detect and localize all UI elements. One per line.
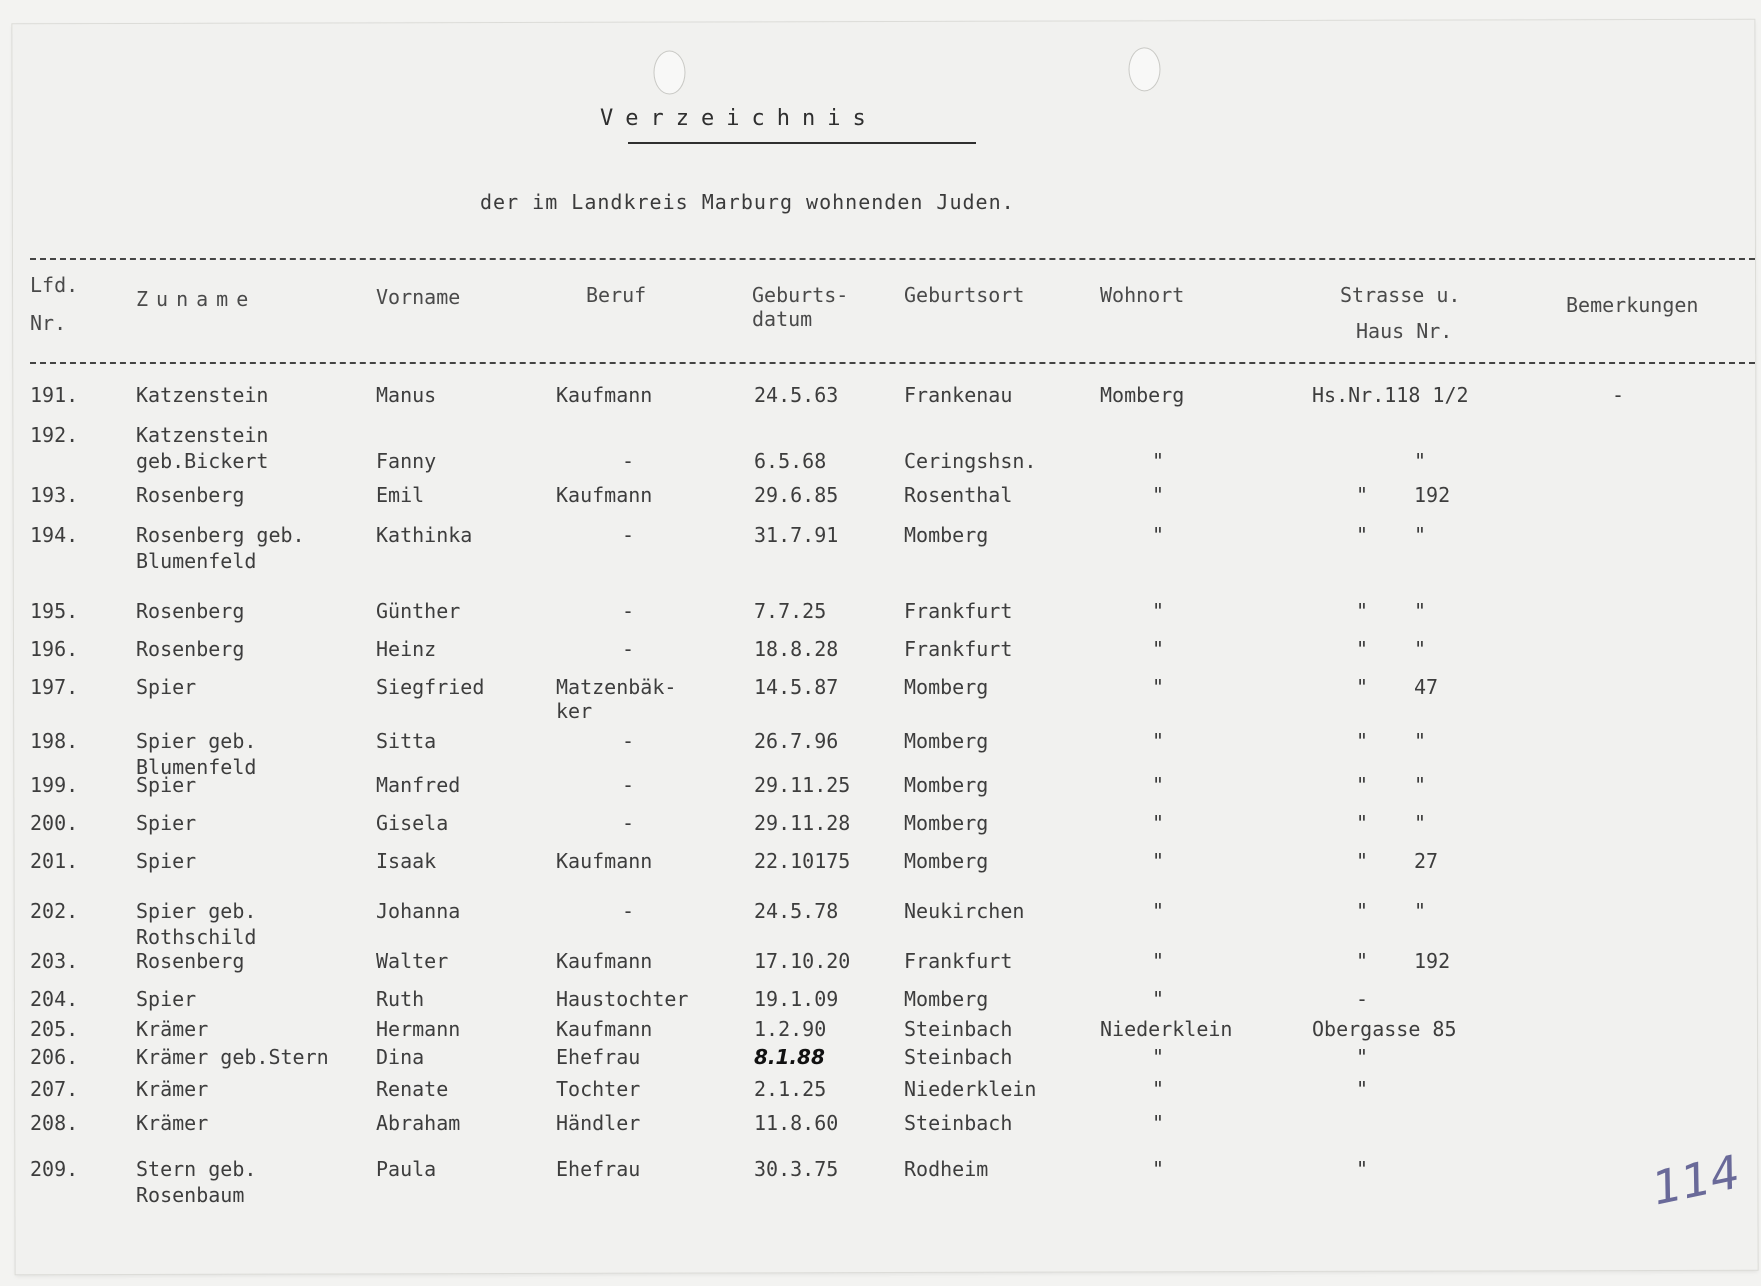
pencil-page-mark: 114 <box>1647 1144 1745 1216</box>
cell-wohnort: " <box>1152 1111 1165 1135</box>
cell-beruf: - <box>622 637 635 661</box>
cell-strasse: " <box>1356 1157 1369 1181</box>
cell-geburtsort: Rosenthal <box>904 483 1013 507</box>
cell-geburtsdatum: 31.7.91 <box>754 523 839 547</box>
cell-beruf: - <box>622 773 635 797</box>
cell-geburtsort: Frankfurt <box>904 949 1013 973</box>
cell-vorname: Hermann <box>376 1017 461 1041</box>
cell-vorname: Günther <box>376 599 461 623</box>
punch-hole <box>1128 47 1160 91</box>
header-wohnort: Wohnort <box>1100 283 1185 307</box>
cell-vorname: Ruth <box>376 987 425 1011</box>
header-top-rule <box>30 258 1755 260</box>
row-number: 191. <box>30 383 79 407</box>
cell-geburtsdatum: 14.5.87 <box>754 675 839 699</box>
cell-geburtsdatum: 26.7.96 <box>754 729 839 753</box>
cell-geburtsdatum: 29.11.25 <box>754 773 851 797</box>
cell-geburtsdatum: 17.10.20 <box>754 949 851 973</box>
cell-geburtsort: Steinbach <box>904 1045 1013 1069</box>
header-geburtsort: Geburtsort <box>904 283 1025 307</box>
cell-geburtsdatum: 22.10175 <box>754 849 851 873</box>
title-underline <box>628 142 976 144</box>
cell-wohnort: " <box>1152 849 1165 873</box>
cell-hausnr: " <box>1414 899 1427 923</box>
cell-wohnort: " <box>1152 987 1165 1011</box>
cell-hausnr: " <box>1414 729 1427 753</box>
cell-strasse: " <box>1356 523 1369 547</box>
cell-zuname: Rosenberg <box>136 949 245 973</box>
cell-vorname: Isaak <box>376 849 437 873</box>
cell-zuname: Spier <box>136 675 197 699</box>
cell-beruf: - <box>622 599 635 623</box>
cell-bemerkungen: - <box>1612 383 1625 407</box>
cell-beruf: Kaufmann <box>556 949 653 973</box>
cell-zuname: Krämer geb.Stern <box>136 1045 329 1069</box>
row-number: 206. <box>30 1045 79 1069</box>
row-number: 202. <box>30 899 79 923</box>
header-geburtsdatum-2: datum <box>752 307 813 331</box>
cell-beruf: - <box>622 811 635 835</box>
cell-wohnort: " <box>1152 523 1165 547</box>
cell-hausnr: " <box>1414 449 1427 473</box>
cell-zuname-line2: Rosenbaum <box>136 1183 245 1207</box>
cell-zuname: Spier <box>136 811 197 835</box>
header-vorname: Vorname <box>376 285 461 309</box>
cell-geburtsdatum: 24.5.78 <box>754 899 839 923</box>
cell-geburtsort: Momberg <box>904 675 989 699</box>
cell-vorname: Fanny <box>376 449 437 473</box>
cell-beruf: - <box>622 523 635 547</box>
cell-strasse: " <box>1356 599 1369 623</box>
cell-geburtsdatum: 7.7.25 <box>754 599 827 623</box>
header-nr: Nr. <box>30 311 67 335</box>
cell-geburtsort: Momberg <box>904 811 989 835</box>
header-bemerkungen: Bemerkungen <box>1566 293 1699 317</box>
cell-zuname: Krämer <box>136 1077 209 1101</box>
cell-zuname: Krämer <box>136 1111 209 1135</box>
cell-beruf: Matzenbäk- <box>556 675 677 699</box>
cell-geburtsort: Neukirchen <box>904 899 1025 923</box>
cell-hausnr: 27 <box>1414 849 1439 873</box>
row-number: 194. <box>30 523 79 547</box>
cell-wohnort: " <box>1152 1077 1165 1101</box>
cell-geburtsdatum: 29.6.85 <box>754 483 839 507</box>
cell-strasse: " <box>1356 899 1369 923</box>
cell-geburtsdatum: 6.5.68 <box>754 449 827 473</box>
cell-beruf: Kaufmann <box>556 483 653 507</box>
cell-beruf: Tochter <box>556 1077 641 1101</box>
cell-strasse: " <box>1356 811 1369 835</box>
row-number: 193. <box>30 483 79 507</box>
cell-geburtsdatum: 29.11.28 <box>754 811 851 835</box>
cell-beruf: - <box>622 729 635 753</box>
cell-vorname: Abraham <box>376 1111 461 1135</box>
cell-zuname-line2: Blumenfeld <box>136 549 257 573</box>
cell-zuname-line2: Blumenfeld <box>136 755 257 779</box>
row-number: 199. <box>30 773 79 797</box>
row-number: 198. <box>30 729 79 753</box>
cell-vorname: Heinz <box>376 637 437 661</box>
cell-geburtsort: Momberg <box>904 523 989 547</box>
cell-wohnort: " <box>1152 773 1165 797</box>
cell-zuname: Rosenberg <box>136 483 245 507</box>
header-zuname: Zuname <box>136 287 257 311</box>
row-number: 192. <box>30 423 79 447</box>
row-number: 197. <box>30 675 79 699</box>
cell-zuname: Rosenberg <box>136 599 245 623</box>
cell-hausnr: " <box>1414 523 1427 547</box>
cell-geburtsort: Frankfurt <box>904 599 1013 623</box>
cell-zuname-line2: geb.Bickert <box>136 449 269 473</box>
cell-beruf: - <box>622 449 635 473</box>
cell-zuname: Krämer <box>136 1017 209 1041</box>
cell-geburtsdatum: 24.5.63 <box>754 383 839 407</box>
cell-zuname: Katzenstein <box>136 383 269 407</box>
cell-beruf: Ehefrau <box>556 1157 641 1181</box>
punch-hole <box>653 51 685 95</box>
cell-strasse: " <box>1356 1077 1369 1101</box>
cell-geburtsort: Niederklein <box>904 1077 1037 1101</box>
cell-geburtsort: Frankfurt <box>904 637 1013 661</box>
header-geburtsdatum-1: Geburts- <box>752 283 849 307</box>
cell-geburtsdatum: 18.8.28 <box>754 637 839 661</box>
cell-beruf: Kaufmann <box>556 383 653 407</box>
cell-vorname: Walter <box>376 949 449 973</box>
cell-zuname: Rosenberg <box>136 637 245 661</box>
cell-wohnort: " <box>1152 637 1165 661</box>
header-strasse-2: Haus Nr. <box>1356 319 1453 343</box>
cell-vorname: Sitta <box>376 729 437 753</box>
cell-wohnort: " <box>1152 811 1165 835</box>
cell-vorname: Siegfried <box>376 675 485 699</box>
cell-beruf: Kaufmann <box>556 1017 653 1041</box>
cell-vorname: Kathinka <box>376 523 473 547</box>
cell-beruf: - <box>622 899 635 923</box>
cell-vorname: Renate <box>376 1077 449 1101</box>
cell-hausnr: " <box>1414 811 1427 835</box>
cell-strasse: " <box>1356 949 1369 973</box>
cell-vorname: Dina <box>376 1045 425 1069</box>
row-number: 209. <box>30 1157 79 1181</box>
cell-geburtsort: Momberg <box>904 849 989 873</box>
cell-strasse: " <box>1356 849 1369 873</box>
cell-wohnort: Momberg <box>1100 383 1185 407</box>
cell-wohnort: " <box>1152 1045 1165 1069</box>
cell-geburtsdatum: 2.1.25 <box>754 1077 827 1101</box>
cell-zuname-line2: Rothschild <box>136 925 257 949</box>
cell-wohnort: " <box>1152 449 1165 473</box>
cell-vorname: Manfred <box>376 773 461 797</box>
cell-zuname: Spier geb. <box>136 899 257 923</box>
header-strasse-1: Strasse u. <box>1340 283 1461 307</box>
cell-strasse: Obergasse 85 <box>1312 1017 1457 1041</box>
cell-wohnort: " <box>1152 729 1165 753</box>
cell-zuname: Spier <box>136 773 197 797</box>
cell-vorname: Johanna <box>376 899 461 923</box>
cell-strasse: " <box>1356 1045 1369 1069</box>
cell-geburtsort: Steinbach <box>904 1017 1013 1041</box>
row-number: 196. <box>30 637 79 661</box>
cell-zuname: Spier geb. <box>136 729 257 753</box>
cell-hausnr: 192 <box>1414 483 1451 507</box>
cell-hausnr: " <box>1414 599 1427 623</box>
row-number: 203. <box>30 949 79 973</box>
cell-strasse: " <box>1356 729 1369 753</box>
cell-hausnr: " <box>1414 773 1427 797</box>
cell-geburtsort: Momberg <box>904 773 989 797</box>
cell-zuname: Katzenstein <box>136 423 269 447</box>
cell-beruf: Haustochter <box>556 987 689 1011</box>
cell-strasse: " <box>1356 637 1369 661</box>
cell-vorname: Emil <box>376 483 425 507</box>
cell-vorname: Paula <box>376 1157 437 1181</box>
cell-geburtsort: Ceringshsn. <box>904 449 1037 473</box>
document-title: Verzeichnis <box>600 106 878 131</box>
row-number: 195. <box>30 599 79 623</box>
cell-geburtsort: Momberg <box>904 729 989 753</box>
cell-wohnort: " <box>1152 675 1165 699</box>
cell-vorname: Gisela <box>376 811 449 835</box>
cell-strasse: - <box>1356 987 1369 1011</box>
row-number: 205. <box>30 1017 79 1041</box>
cell-geburtsort: Frankenau <box>904 383 1013 407</box>
header-bottom-rule <box>30 362 1755 364</box>
cell-geburtsdatum: 1.2.90 <box>754 1017 827 1041</box>
cell-geburtsdatum: 8.1.88 <box>754 1045 825 1069</box>
cell-geburtsort: Momberg <box>904 987 989 1011</box>
cell-zuname: Spier <box>136 849 197 873</box>
row-number: 204. <box>30 987 79 1011</box>
header-lfd: Lfd. <box>30 273 79 297</box>
row-number: 200. <box>30 811 79 835</box>
row-number: 208. <box>30 1111 79 1135</box>
cell-wohnort: " <box>1152 599 1165 623</box>
cell-wohnort: " <box>1152 899 1165 923</box>
cell-wohnort: " <box>1152 483 1165 507</box>
cell-zuname: Rosenberg geb. <box>136 523 305 547</box>
cell-wohnort: Niederklein <box>1100 1017 1233 1041</box>
cell-geburtsdatum: 11.8.60 <box>754 1111 839 1135</box>
cell-geburtsort: Rodheim <box>904 1157 989 1181</box>
cell-zuname: Stern geb. <box>136 1157 257 1181</box>
cell-hausnr: 47 <box>1414 675 1439 699</box>
cell-geburtsort: Steinbach <box>904 1111 1013 1135</box>
cell-strasse: " <box>1356 773 1369 797</box>
row-number: 207. <box>30 1077 79 1101</box>
cell-strasse: Hs.Nr.118 1/2 <box>1312 383 1469 407</box>
cell-beruf-line2: ker <box>556 699 593 723</box>
cell-beruf: Kaufmann <box>556 849 653 873</box>
cell-beruf: Händler <box>556 1111 641 1135</box>
cell-hausnr: 192 <box>1414 949 1451 973</box>
document-subtitle: der im Landkreis Marburg wohnenden Juden. <box>480 190 1015 214</box>
cell-hausnr: " <box>1414 637 1427 661</box>
cell-geburtsdatum: 19.1.09 <box>754 987 839 1011</box>
header-beruf: Beruf <box>586 283 647 307</box>
cell-strasse: " <box>1356 483 1369 507</box>
row-number: 201. <box>30 849 79 873</box>
cell-beruf: Ehefrau <box>556 1045 641 1069</box>
cell-geburtsdatum: 30.3.75 <box>754 1157 839 1181</box>
cell-zuname: Spier <box>136 987 197 1011</box>
cell-wohnort: " <box>1152 949 1165 973</box>
cell-strasse: " <box>1356 675 1369 699</box>
cell-wohnort: " <box>1152 1157 1165 1181</box>
cell-vorname: Manus <box>376 383 437 407</box>
